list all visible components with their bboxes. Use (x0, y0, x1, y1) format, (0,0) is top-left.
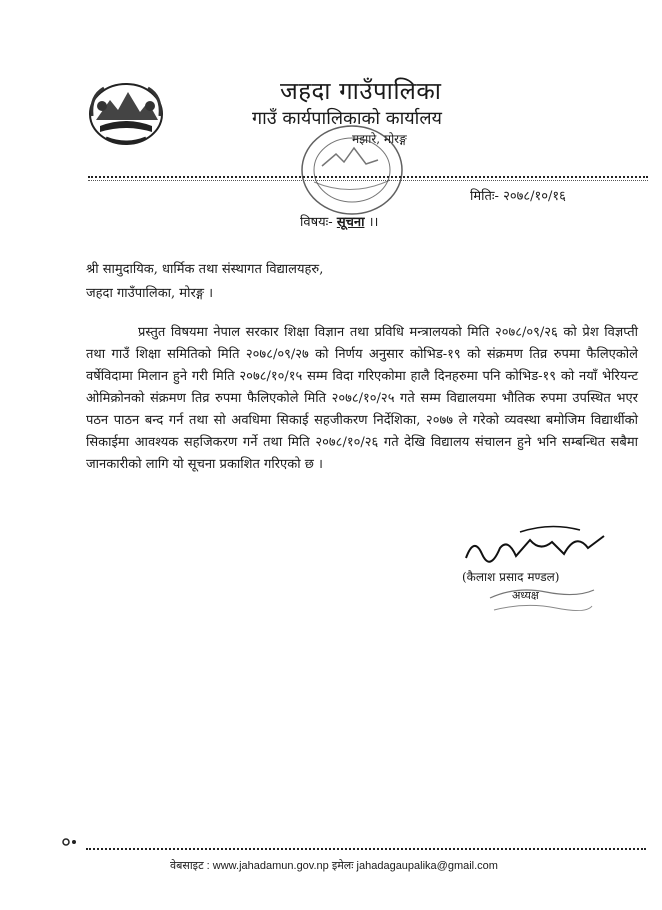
subject-value: सूचना (336, 215, 365, 230)
notice-body: प्रस्तुत विषयमा नेपाल सरकार शिक्षा विज्ञान तथा प्रविधि मन्त्रालयको मिति २०७८/०९/२६ को प्रेश विज्ञप्ती तथा गाउँ शिक्षा समितिको मिति २०७८/०९/२७ को निर्णय अनुसार कोभिड-१९ को संक्रमण तिव्र रुपमा फैलिएकोले वर्षेविदामा मिलान हुने गरी मिति २०७८/१०/१५ सम्म विदा गरिएकोमा हालै दिनहरुमा पनि कोभिड-१९ को नयाँ भेरियन्ट ओमिक्रोनको संक्रमण तिव्र रुपमा फैलिएकोले मिति २०७८/१०/२५ गते सम्म विद्यालयमा भौतिक रुपमा उपस्थित भएर पठन पाठन बन्द गर्न तथा सो अवधिमा सिकाई सहजीकरण निर्देशिका, २०७७ ले गरेको व्यवस्था बमोजिम विद्यार्थीको सिकाईमा आवश्यक सहजिकरण गर्ने तथा मिति २०७८/१०/२६ गते देखि विद्यालय संचालन हुने भनि सम्बन्धित सबैमा जानकारीको लागि यो सूचना प्रकाशित गरिएको छ । (86, 325, 638, 472)
organization-name: जहदा गाउँपालिका (280, 77, 442, 105)
office-seal (292, 120, 412, 220)
header-divider (88, 176, 648, 178)
signer-title: अध्यक्ष (512, 589, 539, 602)
addressee-line-2: जहदा गाउँपालिका, मोरङ्ग । (86, 286, 214, 301)
issue-date: मितिः- २०७८/१०/१६ (470, 189, 566, 204)
subject-line (300, 212, 378, 230)
office-name: गाउँ कार्यपालिकाको कार्यालय (252, 108, 442, 129)
signer-name: (कैलाश प्रसाद मण्डल) (462, 570, 560, 584)
addressee-line-1: श्री सामुदायिक, धार्मिक तथा संस्थागत विद्यालयहरु, (86, 262, 324, 277)
signer-stamp (486, 578, 598, 628)
footer-divider (86, 848, 646, 850)
footer-contact: वेबसाइट : www.jahadamun.gov.np इमेलः jahadagaupalika@gmail.com (170, 860, 498, 872)
footer-mark-icon (60, 834, 80, 850)
addressee-block (86, 258, 323, 306)
header-divider-secondary (88, 180, 648, 181)
handwritten-signature (460, 518, 610, 574)
subject-label: विषयः- (300, 215, 333, 230)
office-place: मझारे, मोरङ्ग (352, 132, 407, 146)
subject-suffix: ।। (368, 215, 379, 230)
nepal-emblem-icon (86, 76, 166, 148)
